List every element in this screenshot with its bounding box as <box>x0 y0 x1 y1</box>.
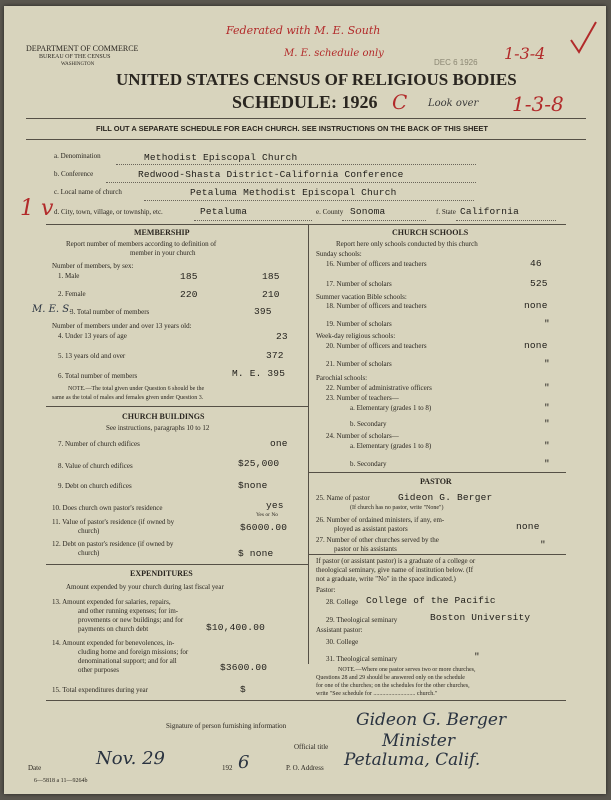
q31-value: " <box>474 651 480 662</box>
q23a-value: " <box>544 402 550 413</box>
membership-note-2: same as the total of males and females given under Question 3. <box>52 395 204 401</box>
q20-label: 20. Number of officers and teachers <box>326 342 427 350</box>
pastor-heading: PASTOR <box>420 477 452 486</box>
buildings-instruction: See instructions, paragraphs 10 to 12 <box>106 424 210 432</box>
q13-label-4: payments on church debt <box>78 625 149 633</box>
q1-value-b: 185 <box>262 271 280 282</box>
pastor-note: NOTE.—Where one pastor serves two or more churches, <box>338 667 476 673</box>
q7-label: 7. Number of church edifices <box>58 440 140 448</box>
instruction-line: FILL OUT A SEPARATE SCHEDULE FOR EACH CHURCH. SEE INSTRUCTIONS ON THE BACK OF THIS SHEET <box>96 124 488 133</box>
parochial-label: Parochial schools: <box>316 374 368 382</box>
q26-value: none <box>516 521 540 532</box>
q22-value: " <box>544 382 550 393</box>
q2-label: 2. Female <box>58 290 86 298</box>
q14-label-3: denominational support; and for all <box>78 657 177 665</box>
annotation-schedule-only: M. E. schedule only <box>284 48 384 59</box>
city-value: Petaluma <box>200 206 248 217</box>
county-value: Sonoma <box>350 206 386 217</box>
q5-label: 5. 13 years old and over <box>58 352 126 360</box>
annotation-federated: Federated with M. E. South <box>226 24 381 37</box>
q19-value: " <box>544 318 550 329</box>
q17-value: 525 <box>530 278 548 289</box>
q26-label: 26. Number of ordained ministers, if any, em- <box>316 516 445 524</box>
weekday-label: Week-day religious schools: <box>316 332 396 340</box>
q4-label: 4. Under 13 years of age <box>58 332 127 340</box>
q25-value: Gideon G. Berger <box>398 492 493 503</box>
q14-label-4: other purposes <box>78 666 120 674</box>
bureau-label: BUREAU OF THE CENSUS <box>39 54 111 60</box>
q11-value: $6000.00 <box>240 522 288 533</box>
q12-label-2: church) <box>78 549 100 557</box>
q4-value: 23 <box>276 331 288 342</box>
annotation-code-1: 1-3-4 <box>504 44 546 63</box>
q28-value: College of the Pacific <box>366 595 496 606</box>
conference-label: b. Conference <box>54 170 94 178</box>
q18-value: none <box>524 300 548 311</box>
q30-label: 30. College <box>326 638 359 646</box>
q2-value-a: 220 <box>180 289 198 300</box>
pastor-note-3: for one of the churches; on the schedules for the other churches, <box>316 683 470 689</box>
q17-label: 17. Number of scholars <box>326 280 392 288</box>
form-title: UNITED STATES CENSUS OF RELIGIOUS BODIES <box>116 70 517 89</box>
graduate-note-3: not a graduate, write "No" in the space indicated.) <box>316 575 456 583</box>
q29-label: 29. Theological seminary <box>326 616 398 624</box>
census-schedule-sheet <box>4 6 606 794</box>
q7-value: one <box>270 438 288 449</box>
sunday-label: Sunday schools: <box>316 250 362 258</box>
annotation-left-mark: 1 v <box>20 196 54 221</box>
annotation-code-2: 1-3-8 <box>512 92 564 116</box>
q14-label-2: cluding home and foreign missions; for <box>78 648 189 656</box>
po-address-value: Petaluma, Calif. <box>344 750 481 770</box>
q11-label: 11. Value of pastor's residence (if owned by <box>52 518 175 526</box>
graduate-note-2: theological seminary, give name of institution below. (If <box>316 566 474 574</box>
q25-label: 25. Name of pastor <box>316 494 370 502</box>
q15-value: $ <box>240 684 246 695</box>
q12-label: 12. Debt on pastor's residence (if owned by <box>52 540 174 548</box>
q23a-label: a. Elementary (grades 1 to 8) <box>350 404 432 412</box>
q13-label: 13. Amount expended for salaries, repairs, <box>52 598 171 606</box>
q16-value: 46 <box>530 258 542 269</box>
q24b-label: b. Secondary <box>350 460 387 468</box>
q13-label-3: provements or new buildings; and for <box>78 616 184 624</box>
year-value: 6 <box>238 752 250 773</box>
received-stamp: DEC 6 1926 <box>434 58 478 67</box>
q22-label: 22. Number of administrative officers <box>326 384 432 392</box>
membership-intro-2: member in your church <box>130 249 196 257</box>
q10-label: 10. Does church own pastor's residence <box>52 504 163 512</box>
q27-label-2: pastor or his assistants <box>334 545 397 553</box>
members-by-sex-label: Number of members, by sex: <box>52 262 134 270</box>
q6-label: 6. Total number of members <box>58 372 138 380</box>
age-label: Number of members under and over 13 years old: <box>52 322 192 330</box>
q23b-value: " <box>544 418 550 429</box>
q10-value: yes <box>266 500 284 511</box>
local-name-label: c. Local name of church <box>54 188 122 196</box>
q21-label: 21. Number of scholars <box>326 360 392 368</box>
signature-label: Signature of person furnishing information <box>166 722 287 730</box>
q21-value: " <box>544 358 550 369</box>
denomination-label: a. Denomination <box>54 152 101 160</box>
q23-label: 23. Number of teachers— <box>326 394 399 402</box>
q23b-label: b. Secondary <box>350 420 387 428</box>
q24-label: 24. Number of scholars— <box>326 432 399 440</box>
date-value: Nov. 29 <box>96 748 165 769</box>
q27-value: " <box>540 539 546 550</box>
year-prefix: 192 <box>222 764 233 772</box>
checkmark-icon <box>569 20 599 56</box>
q3-label: 3. Total number of members <box>70 308 150 316</box>
q20-value: none <box>524 340 548 351</box>
membership-intro: Report number of members according to definition of <box>66 240 217 248</box>
graduate-note: If pastor (or assistant pastor) is a graduate of a college or <box>316 557 476 565</box>
local-name-value: Petaluma Methodist Episcopal Church <box>190 187 397 198</box>
schedule-title: SCHEDULE: 1926 <box>232 92 378 112</box>
q24a-value: " <box>544 440 550 451</box>
official-title-label: Official title <box>294 743 329 751</box>
schools-intro: Report here only schools conducted by this church <box>336 240 478 248</box>
state-label: f. State <box>436 208 456 216</box>
expenditures-intro: Amount expended by your church during last fiscal year <box>66 583 224 591</box>
q2-value-b: 210 <box>262 289 280 300</box>
annotation-look-over: Look over <box>428 98 479 109</box>
conference-value: Redwood-Shasta District-California Conference <box>138 169 404 180</box>
denomination-value: Methodist Episcopal Church <box>144 152 298 163</box>
state-value: California <box>460 206 520 217</box>
q31-label: 31. Theological seminary <box>326 655 398 663</box>
schools-heading: CHURCH SCHOOLS <box>392 228 469 237</box>
county-label: e. County <box>316 208 344 216</box>
q27-label: 27. Number of other churches served by the <box>316 536 439 544</box>
q1-label: 1. Male <box>58 272 80 280</box>
buildings-heading: CHURCH BUILDINGS <box>122 412 205 421</box>
expenditures-heading: EXPENDITURES <box>130 569 193 578</box>
annotation-c: C <box>392 90 408 114</box>
q29-value: Boston University <box>430 612 531 623</box>
q15-label: 15. Total expenditures during year <box>52 686 148 694</box>
q11-label-2: church) <box>78 527 100 535</box>
official-title-value: Minister <box>382 731 455 751</box>
q6-value: M. E. 395 <box>232 368 286 379</box>
dept-label: DEPARTMENT OF COMMERCE <box>26 44 139 53</box>
pastor-label: Pastor: <box>316 586 336 594</box>
signature-value: Gideon G. Berger <box>356 710 507 730</box>
q16-label: 16. Number of officers and teachers <box>326 260 427 268</box>
yes-no-hint: Yes or No <box>256 512 279 518</box>
summer-label: Summer vacation Bible schools: <box>316 293 407 301</box>
city-label: WASHINGTON <box>61 62 95 67</box>
membership-note: NOTE.—The total given under Question 6 should be the <box>68 386 205 392</box>
q9-label: 9. Debt on church edifices <box>58 482 132 490</box>
form-number: 6—5818 a 11—9264b <box>34 778 88 784</box>
membership-heading: MEMBERSHIP <box>134 228 190 237</box>
assistant-pastor-label: Assistant pastor: <box>316 626 363 634</box>
q8-value: $25,000 <box>238 458 280 469</box>
q26-label-2: ployed as assistant pastors <box>334 525 408 533</box>
q14-label: 14. Amount expended for benevolences, in- <box>52 639 175 647</box>
q13-value: $10,400.00 <box>206 622 266 633</box>
pastor-note-4: write "See schedule for ............................ church." <box>316 691 438 697</box>
q9-value: $none <box>238 480 268 491</box>
q19-label: 19. Number of scholars <box>326 320 392 328</box>
q18-label: 18. Number of officers and teachers <box>326 302 427 310</box>
q13-label-2: and other running expenses; for im- <box>78 607 179 615</box>
q28-label: 28. College <box>326 598 359 606</box>
q12-value: $ none <box>238 548 274 559</box>
q3-value: 395 <box>254 306 272 317</box>
me-note: M. E. S. <box>32 304 72 315</box>
q1-value-a: 185 <box>180 271 198 282</box>
q24b-value: " <box>544 458 550 469</box>
pastor-note-2: Questions 28 and 29 should be answered only on the schedule <box>316 675 465 681</box>
po-address-label: P. O. Address <box>286 764 324 772</box>
q25-note: (If church has no pastor, write "None") <box>350 505 444 511</box>
q14-value: $3600.00 <box>220 662 268 673</box>
date-label: Date <box>28 764 42 772</box>
q5-value: 372 <box>266 350 284 361</box>
q24a-label: a. Elementary (grades 1 to 8) <box>350 442 432 450</box>
q8-label: 8. Value of church edifices <box>58 462 133 470</box>
city-label: d. City, town, village, or township, etc. <box>54 208 163 216</box>
